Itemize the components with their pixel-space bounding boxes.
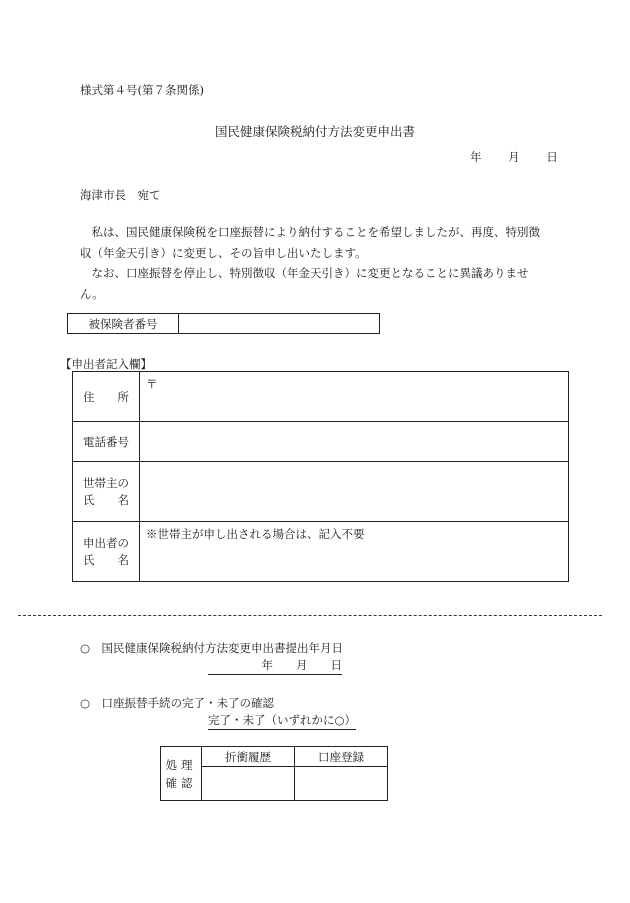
transfer-status-field: 完了・未了（いずれかに○） bbox=[208, 712, 356, 730]
negotiation-history-cell[interactable] bbox=[202, 767, 295, 801]
householder-label: 世帯主の 氏 名 bbox=[73, 462, 140, 522]
submission-date-item: ○ 国民健康保険税納付方法変更申出書提出年月日 bbox=[80, 641, 344, 655]
address-row bbox=[73, 372, 569, 422]
phone-label: 電話番号 bbox=[73, 422, 140, 462]
phone-row bbox=[73, 422, 569, 462]
paragraph-2: なお、口座振替を停止し、特別徴収（年金天引き）に変更となることに異議ありません。 bbox=[80, 266, 529, 301]
account-registration-header: 口座登録 bbox=[295, 747, 388, 767]
date-line bbox=[470, 149, 558, 165]
date-month: 月 bbox=[508, 150, 520, 164]
date-day: 日 bbox=[546, 150, 558, 164]
applicant-section-title: 【申出者記入欄】 bbox=[60, 357, 152, 371]
householder-name-field[interactable] bbox=[140, 462, 569, 522]
address-field[interactable]: 〒 bbox=[140, 372, 569, 422]
addressee: 海津市長 宛て bbox=[80, 188, 161, 202]
insured-number-table bbox=[67, 313, 380, 334]
submission-date-field: 年 月 日 bbox=[208, 657, 342, 675]
document-title: 国民健康保険税納付方法変更申出書 bbox=[214, 124, 415, 139]
insured-number-field[interactable] bbox=[179, 314, 380, 334]
account-registration-cell[interactable] bbox=[295, 767, 388, 801]
applicant-table bbox=[72, 371, 569, 582]
insured-number-label: 被保険者番号 bbox=[68, 314, 179, 334]
processing-table bbox=[160, 746, 388, 801]
applicant-label: 申出者の 氏 名 bbox=[73, 522, 140, 582]
address-label: 住 所 bbox=[73, 372, 140, 422]
form-number: 様式第４号(第７条関係) bbox=[80, 83, 204, 97]
processing-side-label: 処理 確認 bbox=[161, 747, 202, 801]
dashed-divider bbox=[18, 615, 602, 616]
applicant-name-field[interactable]: ※世帯主が申し出される場合は、記入不要 bbox=[140, 522, 569, 582]
applicant-row bbox=[73, 522, 569, 582]
date-year: 年 bbox=[470, 150, 482, 164]
householder-row bbox=[73, 462, 569, 522]
paragraph-1: 私は、国民健康保険税を口座振替により納付することを希望しましたが、再度、特別徴収（年金天引き）に変更し、その旨申し出いたします。 bbox=[80, 225, 540, 260]
transfer-status-item: ○ 口座振替手続の完了・未了の確認 bbox=[80, 696, 275, 710]
body-text bbox=[80, 222, 550, 304]
phone-field[interactable] bbox=[140, 422, 569, 462]
negotiation-history-header: 折衝履歴 bbox=[202, 747, 295, 767]
